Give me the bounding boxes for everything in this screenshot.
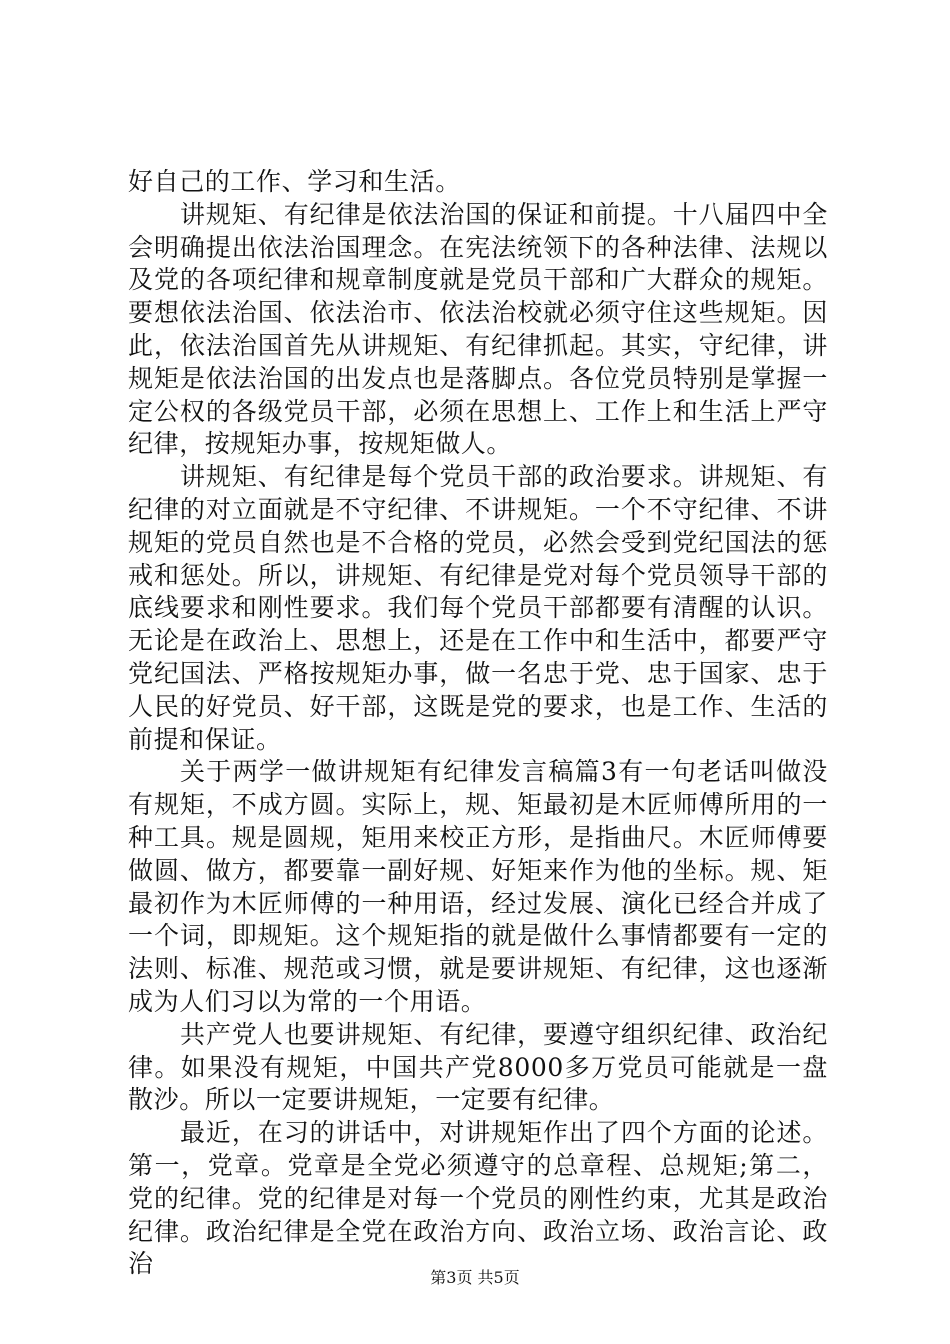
paragraph-continuation: 好自己的工作、学习和生活。 <box>128 167 461 196</box>
paragraph-rule-of-law: 讲规矩、有纪律是依法治国的保证和前提。十八届四中全会明确提出依法治国理念。在宪法统领下的各种法律、法规以及党的各项纪律和规章制度就是党员干部和广大群众的规矩。要想依法治国、依法治市、依法治校就必须守住这些规矩。因此，依法治国首先从讲规矩、有纪律抓起。其实，守纪律，讲规矩是依法治国的出发点也是落脚点。各位党员特别是掌握一定公权的各级党员干部，必须在思想上、工作上和生活上严守纪律，按规矩办事，按规矩做人。 <box>128 199 828 459</box>
paragraph-political-requirement: 讲规矩、有纪律是每个党员干部的政治要求。讲规矩、有纪律的对立面就是不守纪律、不讲规矩。一个不守纪律、不讲规矩的党员自然也是不合格的党员，必然会受到党纪国法的惩戒和惩处。所以，讲规矩、有纪律是党对每个党员领导干部的底线要求和刚性要求。我们每个党员干部都要有清醒的认识。无论是在政治上、思想上，还是在工作中和生活中，都要严守党纪国法、严格按规矩办事，做一名忠于党、忠于国家、忠于人民的好党员、好干部，这既是党的要求，也是工作、生活的前提和保证。 <box>128 462 828 754</box>
page-number-footer: 第3页 共5页 <box>430 1268 520 1287</box>
paragraph-communists-discipline: 共产党人也要讲规矩、有纪律，要遵守组织纪律、政治纪律。如果没有规矩，中国共产党8000多万党员可能就是一盘散沙。所以一定要讲规矩，一定要有纪律。 <box>128 1019 828 1115</box>
paragraph-four-aspects: 最近，在习的讲话中，对讲规矩作出了四个方面的论述。第一，党章。党章是全党必须遵守的总章程、总规矩;第二，党的纪律。党的纪律是对每一个党员的刚性约束，尤其是政治纪律。政治纪律是全党在政治方向、政治立场、政治言论、政治 <box>128 1118 828 1279</box>
paragraph-speech-part-3: 关于两学一做讲规矩有纪律发言稿篇3有一句老话叫做没有规矩，不成方圆。实际上，规、矩最初是木匠师傅所用的一种工具。规是圆规，矩用来校正方形，是指曲尺。木匠师傅要做圆、做方，都要靠一副好规、好矩来作为他的坐标。规、矩最初作为木匠师傅的一种用语，经过发展、演化已经合并成了一个词，即规矩。这个规矩指的就是做什么事情都要有一定的法则、标准、规范或习惯，就是要讲规矩、有纪律，这也逐渐成为人们习以为常的一个用语。 <box>128 757 828 1016</box>
document-body <box>128 166 828 1281</box>
